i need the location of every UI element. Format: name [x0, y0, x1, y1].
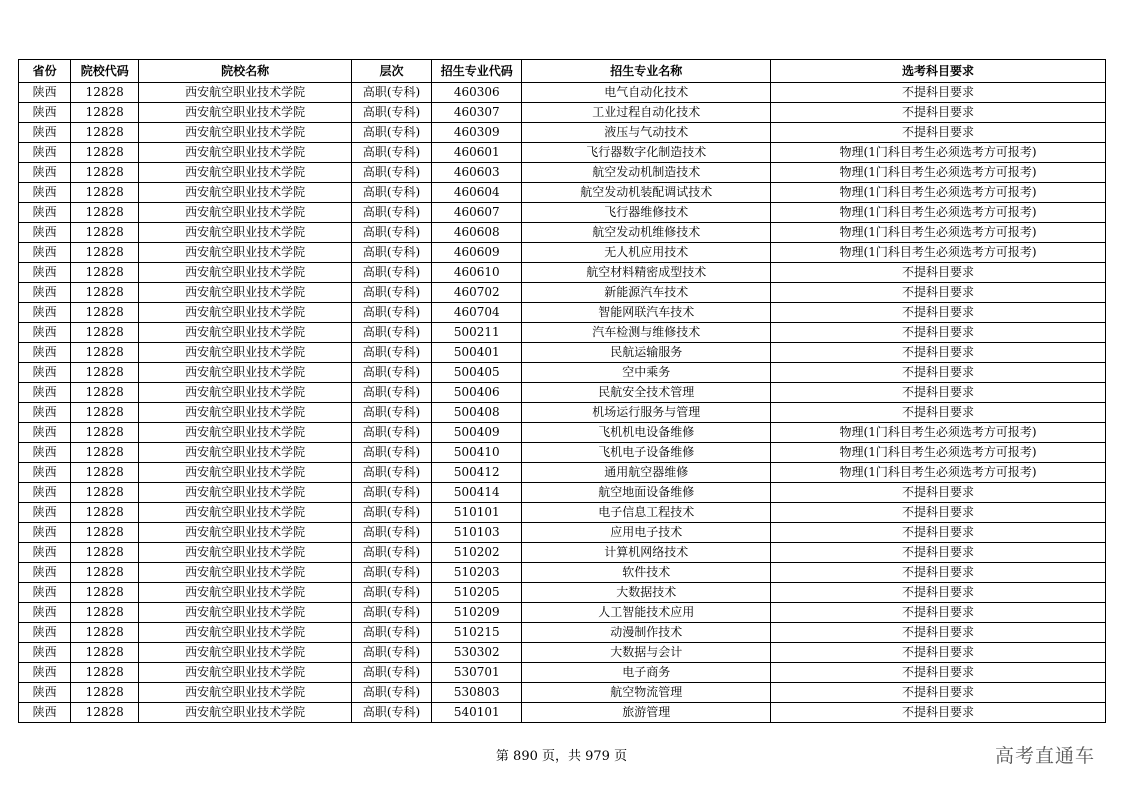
- cell-level: 高职(专科): [351, 463, 431, 483]
- cell-major-code: 530302: [432, 643, 522, 663]
- cell-school-name: 西安航空职业技术学院: [139, 643, 352, 663]
- cell-school-name: 西安航空职业技术学院: [139, 383, 352, 403]
- cell-school-code: 12828: [71, 463, 139, 483]
- table-row: [19, 703, 1106, 723]
- cell-school-code: 12828: [71, 283, 139, 303]
- table-row: [19, 383, 1106, 403]
- cell-school-code: 12828: [71, 483, 139, 503]
- cell-level: 高职(专科): [351, 503, 431, 523]
- cell-school-code: 12828: [71, 363, 139, 383]
- cell-subject-requirement: 不提科目要求: [771, 383, 1106, 403]
- cell-school-code: 12828: [71, 243, 139, 263]
- cell-subject-requirement: 物理(1门科目考生必须选考方可报考): [771, 463, 1106, 483]
- cell-school-code: 12828: [71, 623, 139, 643]
- cell-subject-requirement: 物理(1门科目考生必须选考方可报考): [771, 203, 1106, 223]
- cell-subject-requirement: 物理(1门科目考生必须选考方可报考): [771, 223, 1106, 243]
- table-row: [19, 623, 1106, 643]
- cell-school-name: 西安航空职业技术学院: [139, 143, 352, 163]
- cell-school-name: 西安航空职业技术学院: [139, 363, 352, 383]
- cell-major-name: 旅游管理: [522, 703, 771, 723]
- cell-major-name: 空中乘务: [522, 363, 771, 383]
- header-school-code: 院校代码: [71, 60, 139, 83]
- admission-table: [18, 59, 1106, 723]
- cell-major-name: 汽车检测与维修技术: [522, 323, 771, 343]
- cell-major-name: 无人机应用技术: [522, 243, 771, 263]
- cell-subject-requirement: 不提科目要求: [771, 523, 1106, 543]
- cell-subject-requirement: 不提科目要求: [771, 323, 1106, 343]
- cell-school-code: 12828: [71, 203, 139, 223]
- table-row: [19, 523, 1106, 543]
- cell-level: 高职(专科): [351, 103, 431, 123]
- table-row: [19, 643, 1106, 663]
- cell-subject-requirement: 不提科目要求: [771, 343, 1106, 363]
- cell-province: 陕西: [19, 423, 71, 443]
- cell-major-name: 航空物流管理: [522, 683, 771, 703]
- cell-province: 陕西: [19, 163, 71, 183]
- cell-subject-requirement: 不提科目要求: [771, 663, 1106, 683]
- cell-province: 陕西: [19, 103, 71, 123]
- cell-level: 高职(专科): [351, 383, 431, 403]
- cell-province: 陕西: [19, 263, 71, 283]
- table-row: [19, 223, 1106, 243]
- cell-major-name: 智能网联汽车技术: [522, 303, 771, 323]
- table-row: [19, 83, 1106, 103]
- cell-major-code: 500409: [432, 423, 522, 443]
- table-row: [19, 143, 1106, 163]
- cell-level: 高职(专科): [351, 323, 431, 343]
- cell-subject-requirement: 不提科目要求: [771, 703, 1106, 723]
- cell-school-code: 12828: [71, 643, 139, 663]
- cell-major-code: 510209: [432, 603, 522, 623]
- cell-level: 高职(专科): [351, 443, 431, 463]
- cell-subject-requirement: 不提科目要求: [771, 123, 1106, 143]
- cell-level: 高职(专科): [351, 663, 431, 683]
- cell-major-name: 航空发动机装配调试技术: [522, 183, 771, 203]
- cell-level: 高职(专科): [351, 343, 431, 363]
- cell-subject-requirement: 不提科目要求: [771, 643, 1106, 663]
- cell-subject-requirement: 物理(1门科目考生必须选考方可报考): [771, 443, 1106, 463]
- cell-school-code: 12828: [71, 423, 139, 443]
- cell-school-code: 12828: [71, 83, 139, 103]
- cell-subject-requirement: 物理(1门科目考生必须选考方可报考): [771, 143, 1106, 163]
- table-row: [19, 343, 1106, 363]
- cell-school-code: 12828: [71, 543, 139, 563]
- table-row: [19, 263, 1106, 283]
- cell-major-code: 500408: [432, 403, 522, 423]
- table-row: [19, 123, 1106, 143]
- header-major-name: 招生专业名称: [522, 60, 771, 83]
- header-subject-requirement: 选考科目要求: [771, 60, 1106, 83]
- cell-subject-requirement: 不提科目要求: [771, 503, 1106, 523]
- cell-major-code: 460610: [432, 263, 522, 283]
- cell-subject-requirement: 不提科目要求: [771, 483, 1106, 503]
- cell-province: 陕西: [19, 243, 71, 263]
- table-row: [19, 683, 1106, 703]
- cell-level: 高职(专科): [351, 283, 431, 303]
- table-row: [19, 323, 1106, 343]
- cell-major-code: 510215: [432, 623, 522, 643]
- cell-school-name: 西安航空职业技术学院: [139, 563, 352, 583]
- cell-major-code: 460603: [432, 163, 522, 183]
- cell-major-name: 航空发动机制造技术: [522, 163, 771, 183]
- cell-major-code: 530701: [432, 663, 522, 683]
- cell-province: 陕西: [19, 463, 71, 483]
- cell-major-name: 软件技术: [522, 563, 771, 583]
- cell-subject-requirement: 不提科目要求: [771, 83, 1106, 103]
- cell-major-code: 510205: [432, 583, 522, 603]
- cell-level: 高职(专科): [351, 303, 431, 323]
- cell-province: 陕西: [19, 503, 71, 523]
- cell-school-name: 西安航空职业技术学院: [139, 223, 352, 243]
- cell-subject-requirement: 不提科目要求: [771, 683, 1106, 703]
- cell-school-name: 西安航空职业技术学院: [139, 283, 352, 303]
- cell-major-name: 应用电子技术: [522, 523, 771, 543]
- cell-school-name: 西安航空职业技术学院: [139, 163, 352, 183]
- cell-subject-requirement: 不提科目要求: [771, 403, 1106, 423]
- cell-province: 陕西: [19, 383, 71, 403]
- cell-school-name: 西安航空职业技术学院: [139, 583, 352, 603]
- cell-school-code: 12828: [71, 343, 139, 363]
- cell-major-code: 500414: [432, 483, 522, 503]
- cell-province: 陕西: [19, 483, 71, 503]
- cell-level: 高职(专科): [351, 563, 431, 583]
- cell-school-name: 西安航空职业技术学院: [139, 123, 352, 143]
- cell-school-name: 西安航空职业技术学院: [139, 183, 352, 203]
- cell-school-code: 12828: [71, 603, 139, 623]
- cell-school-code: 12828: [71, 123, 139, 143]
- cell-major-code: 540101: [432, 703, 522, 723]
- cell-province: 陕西: [19, 343, 71, 363]
- cell-level: 高职(专科): [351, 223, 431, 243]
- cell-school-code: 12828: [71, 503, 139, 523]
- cell-province: 陕西: [19, 363, 71, 383]
- cell-province: 陕西: [19, 623, 71, 643]
- cell-subject-requirement: 不提科目要求: [771, 303, 1106, 323]
- cell-school-name: 西安航空职业技术学院: [139, 263, 352, 283]
- cell-major-name: 航空发动机维修技术: [522, 223, 771, 243]
- cell-subject-requirement: 不提科目要求: [771, 603, 1106, 623]
- cell-school-code: 12828: [71, 263, 139, 283]
- cell-major-code: 510103: [432, 523, 522, 543]
- cell-subject-requirement: 不提科目要求: [771, 543, 1106, 563]
- header-province: 省份: [19, 60, 71, 83]
- table-row: [19, 243, 1106, 263]
- cell-school-code: 12828: [71, 143, 139, 163]
- cell-level: 高职(专科): [351, 483, 431, 503]
- table-row: [19, 183, 1106, 203]
- table-row: [19, 163, 1106, 183]
- table-row: [19, 363, 1106, 383]
- cell-major-code: 500410: [432, 443, 522, 463]
- cell-province: 陕西: [19, 303, 71, 323]
- cell-level: 高职(专科): [351, 603, 431, 623]
- cell-major-name: 工业过程自动化技术: [522, 103, 771, 123]
- cell-major-code: 460704: [432, 303, 522, 323]
- cell-subject-requirement: 不提科目要求: [771, 583, 1106, 603]
- cell-level: 高职(专科): [351, 183, 431, 203]
- cell-province: 陕西: [19, 203, 71, 223]
- cell-subject-requirement: 不提科目要求: [771, 103, 1106, 123]
- cell-major-code: 460702: [432, 283, 522, 303]
- cell-province: 陕西: [19, 523, 71, 543]
- cell-province: 陕西: [19, 123, 71, 143]
- cell-level: 高职(专科): [351, 703, 431, 723]
- cell-major-code: 460608: [432, 223, 522, 243]
- cell-major-code: 500211: [432, 323, 522, 343]
- cell-major-code: 460601: [432, 143, 522, 163]
- cell-major-name: 航空材料精密成型技术: [522, 263, 771, 283]
- cell-level: 高职(专科): [351, 363, 431, 383]
- cell-school-code: 12828: [71, 563, 139, 583]
- cell-level: 高职(专科): [351, 143, 431, 163]
- cell-major-name: 飞机电子设备维修: [522, 443, 771, 463]
- cell-subject-requirement: 不提科目要求: [771, 283, 1106, 303]
- cell-level: 高职(专科): [351, 423, 431, 443]
- table-row: [19, 423, 1106, 443]
- cell-subject-requirement: 物理(1门科目考生必须选考方可报考): [771, 163, 1106, 183]
- cell-school-code: 12828: [71, 583, 139, 603]
- table-header: [19, 60, 1106, 83]
- table-row: [19, 503, 1106, 523]
- cell-level: 高职(专科): [351, 583, 431, 603]
- cell-major-code: 500406: [432, 383, 522, 403]
- cell-major-name: 电子商务: [522, 663, 771, 683]
- cell-school-name: 西安航空职业技术学院: [139, 603, 352, 623]
- cell-province: 陕西: [19, 583, 71, 603]
- cell-school-name: 西安航空职业技术学院: [139, 683, 352, 703]
- cell-province: 陕西: [19, 403, 71, 423]
- cell-level: 高职(专科): [351, 123, 431, 143]
- cell-major-name: 人工智能技术应用: [522, 603, 771, 623]
- cell-school-name: 西安航空职业技术学院: [139, 303, 352, 323]
- cell-major-name: 机场运行服务与管理: [522, 403, 771, 423]
- cell-subject-requirement: 不提科目要求: [771, 563, 1106, 583]
- cell-major-name: 液压与气动技术: [522, 123, 771, 143]
- cell-subject-requirement: 物理(1门科目考生必须选考方可报考): [771, 423, 1106, 443]
- cell-major-name: 飞行器维修技术: [522, 203, 771, 223]
- cell-province: 陕西: [19, 683, 71, 703]
- cell-province: 陕西: [19, 563, 71, 583]
- table-row: [19, 543, 1106, 563]
- cell-school-name: 西安航空职业技术学院: [139, 483, 352, 503]
- cell-major-code: 460607: [432, 203, 522, 223]
- header-level: 层次: [351, 60, 431, 83]
- cell-subject-requirement: 不提科目要求: [771, 263, 1106, 283]
- cell-major-name: 动漫制作技术: [522, 623, 771, 643]
- table-row: [19, 563, 1106, 583]
- cell-level: 高职(专科): [351, 523, 431, 543]
- cell-school-code: 12828: [71, 663, 139, 683]
- cell-major-code: 510101: [432, 503, 522, 523]
- table-body: [19, 83, 1106, 723]
- table-row: [19, 663, 1106, 683]
- table-row: [19, 103, 1106, 123]
- page-number: 第 890 页，共 979 页: [495, 749, 628, 764]
- cell-school-code: 12828: [71, 683, 139, 703]
- table-row: [19, 203, 1106, 223]
- cell-school-name: 西安航空职业技术学院: [139, 343, 352, 363]
- cell-major-code: 530803: [432, 683, 522, 703]
- cell-school-name: 西安航空职业技术学院: [139, 523, 352, 543]
- cell-school-name: 西安航空职业技术学院: [139, 323, 352, 343]
- cell-subject-requirement: 物理(1门科目考生必须选考方可报考): [771, 183, 1106, 203]
- cell-school-name: 西安航空职业技术学院: [139, 203, 352, 223]
- table-row: [19, 303, 1106, 323]
- cell-major-code: 510202: [432, 543, 522, 563]
- cell-major-name: 大数据与会计: [522, 643, 771, 663]
- cell-school-code: 12828: [71, 223, 139, 243]
- cell-major-name: 民航安全技术管理: [522, 383, 771, 403]
- cell-province: 陕西: [19, 703, 71, 723]
- cell-school-code: 12828: [71, 323, 139, 343]
- brand-watermark: 高考直通车: [994, 745, 1095, 767]
- cell-school-name: 西安航空职业技术学院: [139, 703, 352, 723]
- cell-level: 高职(专科): [351, 543, 431, 563]
- cell-major-code: 500412: [432, 463, 522, 483]
- cell-level: 高职(专科): [351, 403, 431, 423]
- table-row: [19, 443, 1106, 463]
- header-school-name: 院校名称: [139, 60, 352, 83]
- cell-school-code: 12828: [71, 523, 139, 543]
- cell-major-code: 460306: [432, 83, 522, 103]
- cell-province: 陕西: [19, 183, 71, 203]
- cell-school-name: 西安航空职业技术学院: [139, 623, 352, 643]
- table-row: [19, 463, 1106, 483]
- cell-province: 陕西: [19, 83, 71, 103]
- cell-major-code: 460309: [432, 123, 522, 143]
- cell-level: 高职(专科): [351, 643, 431, 663]
- cell-major-code: 510203: [432, 563, 522, 583]
- cell-major-name: 民航运输服务: [522, 343, 771, 363]
- cell-major-name: 大数据技术: [522, 583, 771, 603]
- cell-major-code: 500405: [432, 363, 522, 383]
- cell-school-code: 12828: [71, 383, 139, 403]
- cell-major-name: 电气自动化技术: [522, 83, 771, 103]
- cell-school-name: 西安航空职业技术学院: [139, 423, 352, 443]
- cell-school-code: 12828: [71, 103, 139, 123]
- cell-level: 高职(专科): [351, 263, 431, 283]
- cell-province: 陕西: [19, 643, 71, 663]
- cell-major-name: 计算机网络技术: [522, 543, 771, 563]
- cell-level: 高职(专科): [351, 83, 431, 103]
- cell-major-name: 飞机机电设备维修: [522, 423, 771, 443]
- cell-school-name: 西安航空职业技术学院: [139, 243, 352, 263]
- cell-province: 陕西: [19, 603, 71, 623]
- cell-school-name: 西安航空职业技术学院: [139, 663, 352, 683]
- cell-major-name: 通用航空器维修: [522, 463, 771, 483]
- cell-province: 陕西: [19, 443, 71, 463]
- cell-school-name: 西安航空职业技术学院: [139, 403, 352, 423]
- cell-major-name: 电子信息工程技术: [522, 503, 771, 523]
- table-row: [19, 483, 1106, 503]
- cell-school-code: 12828: [71, 183, 139, 203]
- cell-level: 高职(专科): [351, 623, 431, 643]
- cell-subject-requirement: 物理(1门科目考生必须选考方可报考): [771, 243, 1106, 263]
- cell-school-name: 西安航空职业技术学院: [139, 83, 352, 103]
- cell-level: 高职(专科): [351, 683, 431, 703]
- cell-province: 陕西: [19, 283, 71, 303]
- cell-province: 陕西: [19, 543, 71, 563]
- cell-major-code: 500401: [432, 343, 522, 363]
- cell-major-code: 460604: [432, 183, 522, 203]
- cell-school-name: 西安航空职业技术学院: [139, 103, 352, 123]
- table-row: [19, 283, 1106, 303]
- cell-major-name: 飞行器数字化制造技术: [522, 143, 771, 163]
- cell-school-code: 12828: [71, 303, 139, 323]
- cell-school-code: 12828: [71, 703, 139, 723]
- header-major-code: 招生专业代码: [432, 60, 522, 83]
- table-row: [19, 603, 1106, 623]
- cell-school-name: 西安航空职业技术学院: [139, 503, 352, 523]
- cell-school-name: 西安航空职业技术学院: [139, 463, 352, 483]
- table-row: [19, 583, 1106, 603]
- cell-subject-requirement: 不提科目要求: [771, 623, 1106, 643]
- cell-subject-requirement: 不提科目要求: [771, 363, 1106, 383]
- cell-province: 陕西: [19, 663, 71, 683]
- cell-level: 高职(专科): [351, 163, 431, 183]
- cell-level: 高职(专科): [351, 243, 431, 263]
- cell-major-name: 新能源汽车技术: [522, 283, 771, 303]
- cell-province: 陕西: [19, 223, 71, 243]
- cell-school-code: 12828: [71, 403, 139, 423]
- cell-school-name: 西安航空职业技术学院: [139, 543, 352, 563]
- cell-school-code: 12828: [71, 443, 139, 463]
- cell-major-code: 460609: [432, 243, 522, 263]
- header-row: [19, 60, 1106, 83]
- cell-level: 高职(专科): [351, 203, 431, 223]
- cell-major-code: 460307: [432, 103, 522, 123]
- cell-major-name: 航空地面设备维修: [522, 483, 771, 503]
- cell-province: 陕西: [19, 323, 71, 343]
- table-row: [19, 403, 1106, 423]
- cell-school-name: 西安航空职业技术学院: [139, 443, 352, 463]
- cell-school-code: 12828: [71, 163, 139, 183]
- cell-province: 陕西: [19, 143, 71, 163]
